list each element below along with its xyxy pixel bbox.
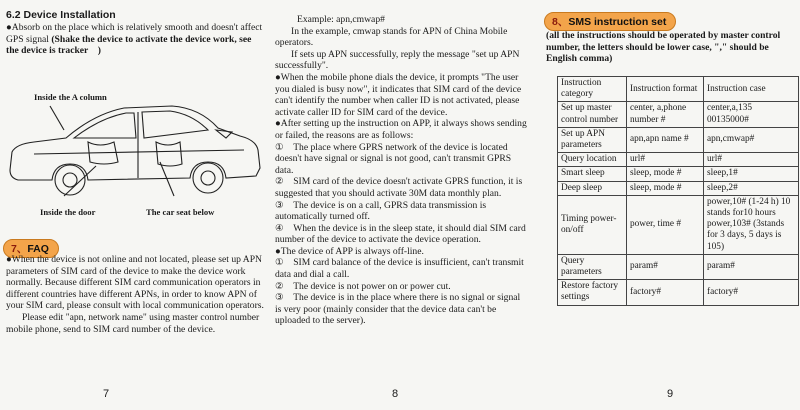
table-cell: Smart sleep [558, 167, 627, 181]
table-cell: Query location [558, 153, 627, 167]
table-header-row [558, 77, 799, 102]
table-header: Instruction case [704, 77, 799, 102]
table-cell: Timing power-on/off [558, 195, 627, 254]
table-cell: apn,cmwap# [704, 127, 799, 152]
table-cell: factory# [627, 280, 704, 305]
sms-heading [544, 12, 676, 31]
table-cell: center, a,phone number # [627, 102, 704, 127]
install-bold-text: (Shake the device to activate the device work, see the device is tracker ) [6, 33, 252, 57]
text-line: ③ The device is on a call, GPRS data transmission is automatically turned off. [275, 199, 487, 223]
table-cell: Restore factory settings [558, 280, 627, 305]
table-cell: sleep,2# [704, 181, 799, 195]
sms-number: 8、 [552, 16, 569, 28]
table-cell: sleep, mode # [627, 167, 704, 181]
text-line: If sets up APN successfully, reply the message "set up APN successfully". [275, 48, 520, 72]
page-7 [0, 0, 268, 410]
instruction-table [557, 76, 799, 306]
table-cell: sleep, mode # [627, 181, 704, 195]
page-9 [536, 0, 800, 410]
pointer-a-column [50, 106, 64, 130]
table-row [558, 280, 799, 305]
sms-note: (all the instructions should be operated by master control number, the letters should be lower case, "," should be English comma) [546, 30, 781, 65]
table-cell: center,a,135 00135000# [704, 102, 799, 127]
install-text: ●Absorb on the place which is relatively smooth and doesn't affect GPS signal [6, 22, 263, 45]
page-8 [275, 0, 528, 410]
body-crease [34, 150, 244, 154]
car-body [10, 106, 260, 180]
front-wheel [193, 163, 223, 193]
faq-paragraph-1: ●When the device is not online and not located, please set up APN parameters of SIM card of the device to make the device work normally. Because different SIM card communication operators in different countries have different APNs, in order to know APN of your SIM card, please consult with local communication operators. [6, 254, 264, 312]
table-cell: apn,apn name # [627, 127, 704, 152]
table-row [558, 195, 799, 254]
label-door: Inside the door [40, 207, 96, 217]
mirror [216, 130, 232, 138]
car-illustration [4, 92, 266, 212]
text-line: ●The device of APP is always off-line. [275, 245, 424, 257]
text-line: Example: apn,cmwap# [297, 14, 385, 25]
table-cell: param# [704, 254, 799, 279]
faq-number: 7、 [11, 243, 28, 255]
label-seat: The car seat below [146, 207, 215, 217]
page-number: 9 [667, 388, 674, 400]
faq-title: FAQ [27, 243, 49, 255]
table-cell: param# [627, 254, 704, 279]
table-cell: power,10# (1-24 h) 10 stands for10 hours power,103# (3stands for 3 days, 5 days is 105) [704, 195, 799, 254]
table-cell: Deep sleep [558, 181, 627, 195]
label-a-column: Inside the A column [34, 92, 107, 102]
text-line: ④ When the device is in the sleep state, it should dial SIM card number of the device to activate the device operation. [275, 222, 526, 246]
page-number: 8 [392, 388, 399, 400]
text-line: ① SIM card balance of the device is insufficient, can't transmit data and dial a call. [275, 257, 524, 281]
table-header: Instruction format [627, 77, 704, 102]
text-line: ② The device is not power on or power cut. [275, 280, 451, 292]
table-cell: Set up master control number [558, 102, 627, 127]
page-8-text [275, 14, 528, 327]
text-line: ●When the mobile phone dials the device, it prompts "The user you dialed is busy now", it indicates that SIM card of the device can't identify the number when caller ID is not activated, please activate caller ID for SIM card of the device. [275, 71, 522, 118]
table-row [558, 167, 799, 181]
front-window [142, 111, 208, 138]
table-row [558, 127, 799, 152]
sms-title: SMS instruction set [568, 16, 667, 28]
text-line: ② SIM card of the device doesn't activate GPRS function, it is suggested that you should activate 30M data monthly plan. [275, 176, 523, 199]
install-paragraph [6, 22, 264, 57]
table-row [558, 153, 799, 167]
table-row [558, 102, 799, 127]
text-line: In the example, cmwap stands for APN of China Mobile operators. [275, 25, 508, 49]
table-row [558, 254, 799, 279]
text-line: ① The place where GPRS network of the device is located doesn't have signal or signal is not good, can't transmit GPRS data. [275, 141, 512, 176]
section-title: 6.2 Device Installation [6, 9, 116, 21]
faq-paragraph-2: Please edit "apn, network name" using master control number mobile phone, send to SIM card number of the device. [6, 311, 260, 335]
table-cell: url# [704, 153, 799, 167]
text-line: ③ The device is in the place where there is no signal or signal is very poor (mainly consider that the device data can't be uploaded to the server). [275, 292, 521, 327]
table-row [558, 181, 799, 195]
faq-text [6, 254, 266, 335]
table-cell: Query parameters [558, 254, 627, 279]
table-cell: sleep,1# [704, 167, 799, 181]
text-line: ●After setting up the instruction on APP, it always shows sending or failed, the reasons are as follows: [275, 118, 527, 141]
table-cell: power, time # [627, 195, 704, 254]
table-header: Instruction category [558, 77, 627, 102]
page-number: 7 [103, 388, 110, 400]
device-installation-section [6, 9, 264, 57]
table-cell: url# [627, 153, 704, 167]
table-cell: factory# [704, 280, 799, 305]
table-cell: Set up APN parameters [558, 127, 627, 152]
